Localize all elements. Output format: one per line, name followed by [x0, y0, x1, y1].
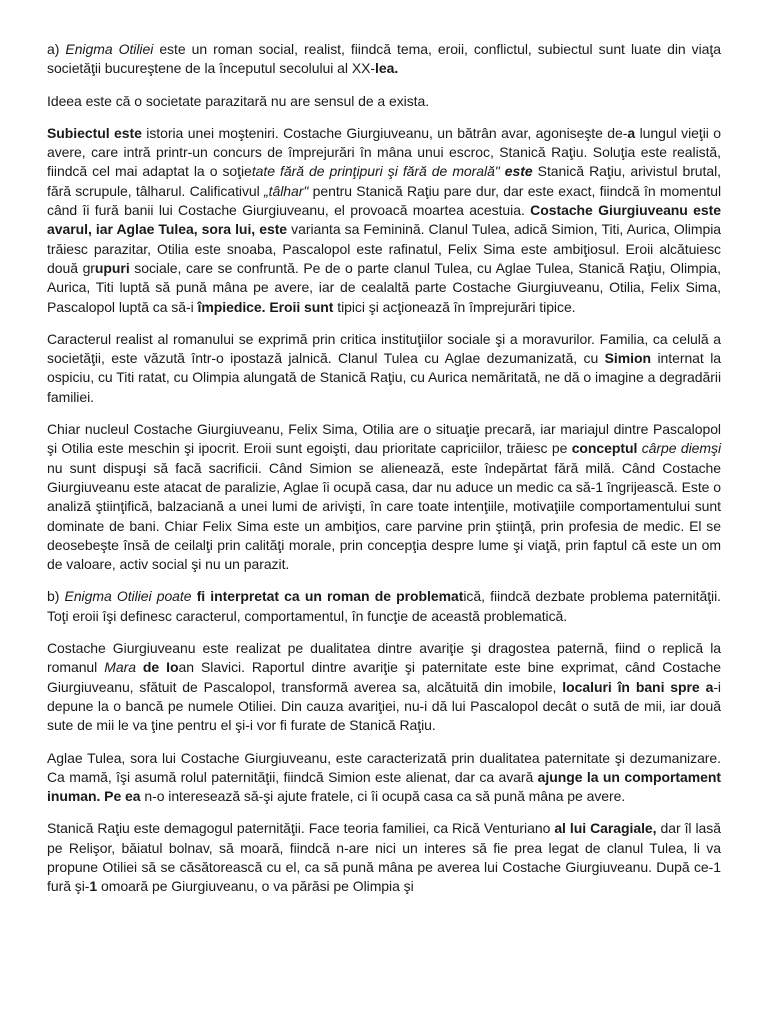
paragraph-1: [47, 40, 721, 79]
text-run: conceptul: [571, 440, 638, 457]
text-run: dar îl lasă pe Relişor, băiatul bolnav, să moară, fiindcă n-are nici un interes să fie prea legat de clanul Tulea, li va propune Otiliei să se căsătorească cu el, ca să pună mâna pe averea lui Costache Giurgiuveanu. După ce-1 fură şi-: [47, 820, 721, 895]
text-run: internat la ospiciu, cu Titi ratat, cu Olimpia alungată de Stanică Raţiu, cu Aurica nemăritată, ne dă o imagine a degradării familiei.: [47, 350, 722, 405]
paragraph-4: [47, 330, 721, 407]
text-run: Stanică Raţiu, arivistul brutal, fără scrupule, tâlharul. Calificativul: [47, 163, 722, 199]
paragraph-6: [47, 587, 721, 626]
text-run: Subiectul este: [47, 124, 142, 141]
text-run: lungul vieţii o avere, care intră printr-un concurs de împrejurări în mâna unui escroc, Stanică Raţiu. Soluţia este realistă, fiindcă cel mai adaptat la o soţie: [47, 124, 722, 180]
paragraph-7: [47, 639, 721, 735]
paragraph-8: [47, 749, 721, 807]
text-run: cârpe diemşi: [641, 440, 722, 457]
text-run: tate fără de prinţipuri şi fără de morală": [251, 163, 500, 180]
text-run: Chiar nucleul Costache Giurgiuveanu, Felix Sima, Otilia are o situaţie precară, iar mariajul dintre Pascalopol şi Otilia este meschin şi ipocrit. Eroii sunt egoişti, dau prioritate capriciilor, trăiesc pe: [47, 421, 721, 457]
text-run: a): [47, 41, 66, 57]
text-run: 1: [89, 878, 98, 895]
text-run: b): [47, 588, 65, 605]
text-run: tipici şi acţionează în împrejurări tipice.: [333, 298, 576, 315]
text-run: Stanică Raţiu este demagogul paternităţii. Face teoria familiei, ca Rică Venturiano: [47, 820, 555, 837]
paragraph-9: [47, 819, 721, 896]
text-run: Enigma Otiliei: [65, 41, 154, 57]
text-run: varianta sa Feminină. Clanul Tulea, adică Simion, Titi, Aurica, Olimpia trăiesc parazitar, Otilia este snoaba, Pascalopol este rafinatul, Felix Sima este ambiţiosul. Eroii alcătuiesc două gr: [47, 221, 722, 276]
text-run: Aglae Tulea, sora lui Costache Giurgiuveanu, este caracterizată prin dualitatea paternitate şi dezumanizare. Ca mamă, îşi asumă rolul paternităţii, fiindcă Simion este alienat, dar ca avară: [47, 749, 721, 785]
text-run: localuri în bani spre a: [562, 678, 714, 695]
text-run: de Io: [135, 659, 179, 676]
text-run: Caracterul realist al romanului se exprimă prin critica instituţiilor sociale şi a moravurilor. Familia, ca celulă a societăţii, este văzută într-o ipostază jalnică. Clanul Tulea cu Aglae dezumanizată, cu: [47, 330, 721, 367]
text-run: pentru Stanică Raţiu pare dur, dar este exact, fiindcă în momentul când îi fură banii lui Costache Giurgiuveanu, el provoacă moartea acestuia.: [47, 182, 721, 219]
text-run: Ideea este că o societate parazitară nu are sensul de a exista.: [47, 92, 430, 109]
text-run: an Slavici. Raportul dintre avariţie şi paternitate este bine exprimat, când Costache Giurgiuveanu, sfătuit de Pascalopol, transformă averea sa, alcătuită din imobile,: [47, 659, 721, 695]
paragraph-2: [47, 92, 721, 111]
text-run: lea.: [375, 60, 399, 77]
text-run: Simion: [604, 350, 652, 367]
text-run: „tâlhar": [264, 182, 309, 199]
text-run: ajunge la un comportament inuman. Pe ea: [47, 768, 721, 805]
text-run: istoria unei moşteniri. Costache Giurgiuveanu, un bătrân avar, agoniseşte de-: [141, 124, 628, 141]
text-run: ică, fiindcă dezbate problema paternităţii. Toţi eroii îşi definesc caracterul, comportamentul, în funcţie de această problematică.: [47, 588, 722, 624]
text-run: nu sunt dispuşi să facă sacrificii. Când Simion se alienează, este îndepărtat fără milă. Când Costache Giurgiuveanu este atacat de paralizie, Aglae îi ocupă casa, dar nu aduce un medic ca să-1 îngrijească. Este o analiză ştiinţifică, balzaciană a unei lumi de arivişti, în care toate intenţiile, motivaţiile comportamentului sunt dominate de bani. Chiar Felix Sima este un ambiţios, care parvine prin ştiinţă, prin profesia de medic. El se deosebeşte însă de ceilalţi prin calităţi morale, prin concepţia despre lume şi viaţă, prin faptul că este un om de valoare, activ social şi nu un parazit.: [47, 459, 721, 573]
text-run: n-o interesează să-şi ajute fratele, ci îi ocupă casa ca să pună mâna pe avere.: [140, 788, 626, 805]
text-run: este: [504, 163, 533, 180]
text-run: Costache Giurgiuveanu este realizat pe dualitatea dintre avariţie şi dragostea paternă, fiind o replică la romanul: [47, 640, 721, 676]
text-run: omoară pe Giurgiuveanu, o va părăsi pe Olimpia şi: [97, 878, 414, 895]
text-run: Costache Giurgiuveanu este avarul, iar Aglae Tulea, sora lui, este: [47, 202, 722, 238]
paragraph-5: [47, 420, 721, 574]
text-run: Enigma Otiliei poate: [64, 588, 192, 605]
text-run: sociale, care se confruntă. Pe de o parte clanul Tulea, cu Aglae Tulea, Stanică Raţiu, Olimpia, Aurica, Titi luptă să pună mâna pe avere, iar de cealaltă parte Costache Giurgiuveanu, Otilia, Felix Sima, Pascalopol luptă ca să-i: [47, 259, 721, 315]
document-body: [47, 40, 721, 897]
text-run: fi interpretat ca un roman de problemat: [196, 588, 464, 605]
text-run: -i depune la o bancă pe numele Otiliei. Din cauza avariţiei, nu-i dă lui Pascalopol decât o sută de mii, iar două sute de mii le va ţine pentru el şi-i vor fi furate de Stanică Raţiu.: [47, 678, 721, 734]
text-run: împiedice. Eroii sunt: [197, 298, 334, 315]
text-run: Mara: [104, 659, 136, 676]
text-run: al lui Caragiale,: [554, 820, 657, 837]
text-run: upuri: [94, 259, 130, 276]
text-run: a: [627, 124, 636, 141]
text-run: este un roman social, realist, fiindcă tema, eroii, conflictul, subiectul sunt luate din viaţa societăţii bucureştene de la începutul secolului al XX-: [47, 41, 721, 77]
paragraph-3: [47, 124, 721, 317]
